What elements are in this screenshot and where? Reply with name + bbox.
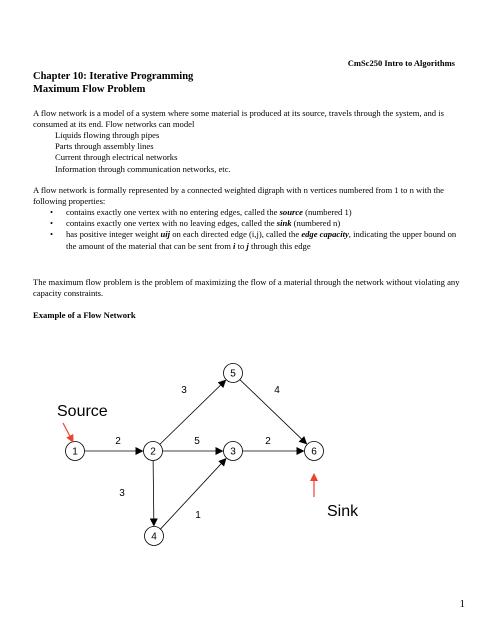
source-pointer-arrow [63,423,73,442]
bullet-icon: • [50,207,54,217]
flow-example-item: Parts through assembly lines [55,141,154,152]
page-number: 1 [459,598,465,610]
edge-capacity-label: 3 [119,488,125,499]
chapter-title: Chapter 10: Iterative Programming [33,71,194,82]
edge-capacity-label: 5 [194,436,200,447]
edge-capacity-label: 2 [115,436,121,447]
intro-paragraph: A flow network is a model of a system where some material is produced at its source, travels through the system, and is consumed at its end. Flow networks can model [33,108,444,130]
edges-layer [85,380,307,529]
vertex-i: i [233,240,236,251]
term-edge-capacity: edge capacity [301,229,349,240]
edge-2-4 [153,460,154,525]
node-label: 3 [230,446,236,458]
edge-capacity-label: 3 [181,385,187,396]
flow-example-item: Liquids flowing through pipes [55,130,160,140]
vertex-j: j [246,240,249,251]
node-4 [145,527,164,546]
course-title: CmSc250 Intro to Algorithms [347,58,455,68]
labels-layer [57,403,359,520]
property-text: , indicating the upper bound on the amount of the material that can be sent from [66,229,457,251]
property-text: (numbered n) [291,218,341,229]
example-heading: Example of a Flow Network [33,310,136,320]
edge-4-3 [160,459,225,529]
flow-example-item: Information through communication networks, etc. [55,163,231,174]
edge-capacity-label: 2 [265,436,271,447]
node-label: 6 [311,446,317,458]
property-text: (numbered 1) [302,207,352,217]
node-5 [224,364,243,383]
capacity-symbol: uij [160,229,171,240]
node-1 [66,442,85,461]
bullet-icon: • [50,218,54,229]
edge-capacity-label: 1 [195,510,201,521]
max-flow-paragraph: The maximum flow problem is the problem of maximizing the flow of a material through the network without violating any capacity constraints. [33,277,460,299]
flow-example-item: Current through electrical networks [55,152,178,163]
node-label: 1 [72,446,78,458]
node-label: 5 [230,368,236,380]
property-text: to [235,240,247,251]
chapter-subtitle: Maximum Flow Problem [33,84,146,95]
definition-paragraph: A flow network is formally represented by a connected weighted digraph with n vertices numbered from 1 to n with the following properties: [33,185,444,207]
term-source: source [279,207,303,217]
property-text: has positive integer weight [66,229,161,240]
property-text: contains exactly one vertex with no leaving edges, called the [66,218,277,229]
node-label: 2 [150,446,156,458]
property-text: contains exactly one vertex with no entering edges, called the [66,207,280,217]
node-label: 4 [151,531,157,543]
node-3 [224,442,243,461]
edge-5-6 [240,380,307,444]
bullet-icon: • [50,229,54,240]
term-sink: sink [276,218,292,229]
sink-label: Sink [327,503,359,520]
edge-capacity-label: 4 [274,385,280,396]
node-2 [144,442,163,461]
property-text: through this edge [248,240,311,251]
edge-2-5 [160,380,226,444]
property-text: on each directed edge (i,j), called the [170,229,302,240]
node-6 [305,442,324,461]
source-label: Source [57,403,108,420]
